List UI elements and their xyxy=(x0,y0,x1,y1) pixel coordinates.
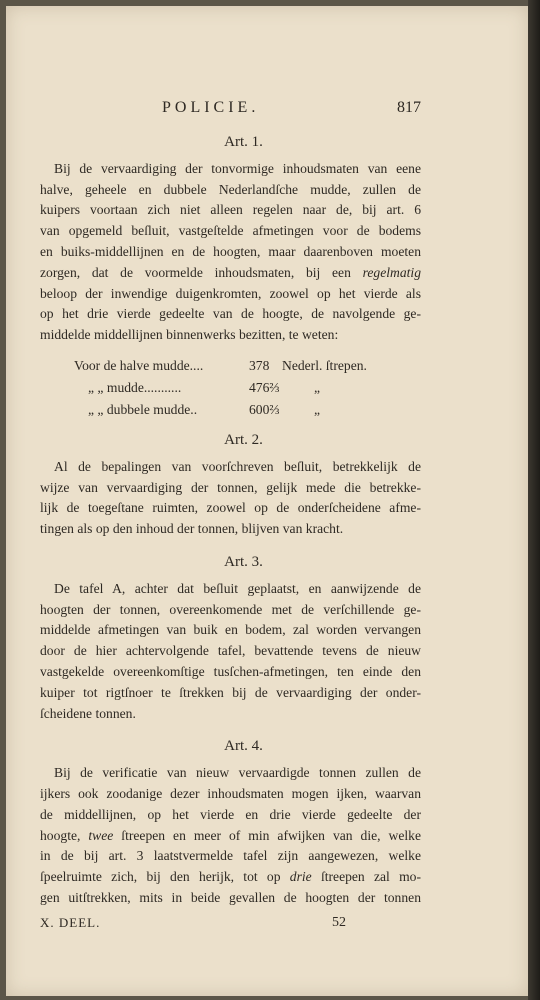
text-line: de middellijnen, op het vierde en drie vierde gedeelte der xyxy=(40,806,421,822)
page-footer xyxy=(40,913,421,935)
text-line: in de bij art. 3 laatstvermelde tafel zijn aangewezen, welke xyxy=(40,848,421,864)
text-line: Bij de verificatie van nieuw vervaardigde tonnen zullen de xyxy=(54,765,421,781)
text-line: en buiks-middellijnen en de hoogten, maar daarenboven moeten xyxy=(40,243,421,259)
emphasis-regelmatig: regelmatig xyxy=(362,264,421,280)
text-line: kuipers voortaan zich niet alleen regelen naar de, bij art. 6 xyxy=(40,202,421,218)
book-spine xyxy=(528,0,540,1000)
article-heading-2: Art. 2. xyxy=(224,431,263,448)
emphasis-twee: twee xyxy=(88,827,114,843)
text-line: van opgemeld beſluit, vastgeſtelde afmetingen voor de bodems xyxy=(40,223,421,239)
measure-label: Voor de halve mudde.... xyxy=(74,357,204,373)
measure-value: 378 xyxy=(249,357,270,373)
measure-row xyxy=(74,400,421,422)
text-line: ijkers ook zoodanige dezer inhoudsmaten mogen ijken, waarvan xyxy=(40,785,421,801)
text-line: middelde middellijnen binnenwerks bezitten, te weten: xyxy=(40,327,339,343)
text-line: Bij de vervaardiging der tonvormige inhoudsmaten van eene xyxy=(54,160,421,176)
text-line: lijk de toegeſtane ruimten, zoowel op de onderſcheidene afme- xyxy=(40,500,421,516)
text-fragment: hoogte, xyxy=(40,827,81,843)
signature-mark: X. DEEL. xyxy=(40,914,101,930)
text-line-with-emphasis xyxy=(40,867,421,888)
article-4-text xyxy=(40,763,421,909)
running-header xyxy=(40,98,421,122)
measure-unit: „ xyxy=(314,401,321,417)
article-1-text xyxy=(40,159,421,346)
measure-unit: Nederl. ſtrepen. xyxy=(282,357,367,373)
measure-row xyxy=(74,378,421,400)
text-line: gen uitſtrekken, mits in beide gevallen de hoogten der tonnen xyxy=(40,889,421,905)
article-heading-4: Art. 4. xyxy=(224,738,263,755)
page-number: 817 xyxy=(397,99,421,116)
measures-table xyxy=(74,356,421,422)
text-line: kuiper tot rigtſnoer te ſtrekken bij de vervaardiging der onder- xyxy=(40,684,421,700)
article-heading-3: Art. 3. xyxy=(224,553,263,570)
page-content xyxy=(40,98,421,935)
article-heading-1: Art. 1. xyxy=(224,134,263,150)
text-line: tingen als op den inhoud der tonnen, blijven van kracht. xyxy=(40,521,344,537)
text-line: vastgekelde overeenkomſtige tusſchen-afmetingen, ten einde den xyxy=(40,663,421,679)
text-fragment: ſtreepen en meer of min afwijken van die, welke xyxy=(121,827,421,843)
measure-label: „ „ mudde........... xyxy=(88,379,182,395)
measure-value: 476⅔ xyxy=(249,379,280,395)
text-line: De tafel A, achter dat beſluit geplaatst, en aanwijzende de xyxy=(54,580,421,596)
measure-value: 600⅔ xyxy=(249,401,280,417)
text-line: wijze van vervaardiging der tonnen, gelijk mede die betrekke- xyxy=(40,479,421,495)
text-line: halve, geheele en dubbele Nederlandſche mudde, zullen de xyxy=(40,181,421,197)
text-line-with-emphasis xyxy=(40,826,421,847)
text-fragment: zorgen, dat de voormelde inhoudsmaten, bij een xyxy=(40,264,351,280)
signature-number: 52 xyxy=(332,914,346,930)
running-title: POLICIE. xyxy=(162,99,260,116)
article-2-text xyxy=(40,457,421,540)
text-line: Al de bepalingen van voorſchreven beſluit, betrekkelijk de xyxy=(54,458,421,474)
text-fragment: ſpeelruimte zich, bij den herijk, tot op xyxy=(40,869,281,885)
measure-row xyxy=(74,356,421,378)
text-line: hoogten der tonnen, overeenkomende met de verſchillende ge- xyxy=(40,601,421,617)
article-3-text xyxy=(40,579,421,725)
text-line: ſcheidene tonnen. xyxy=(40,705,136,721)
text-fragment: ſtreepen zal mo- xyxy=(320,869,421,885)
text-line: op het drie vierde gedeelte van de hoogte, de navolgende ge- xyxy=(40,306,421,322)
measure-unit: „ xyxy=(314,379,321,395)
measure-label: „ „ dubbele mudde.. xyxy=(88,401,198,417)
text-line: middelde afmetingen van buik en bodem, zal worden vervangen xyxy=(40,622,421,638)
text-line: beloop der inwendige duigenkromten, zoowel op het vierde als xyxy=(40,285,421,301)
emphasis-drie: drie xyxy=(289,869,312,885)
text-line-with-emphasis xyxy=(40,263,421,284)
text-line: door de hier achtervolgende tafel, bevattende tevens de nieuw xyxy=(40,643,421,659)
